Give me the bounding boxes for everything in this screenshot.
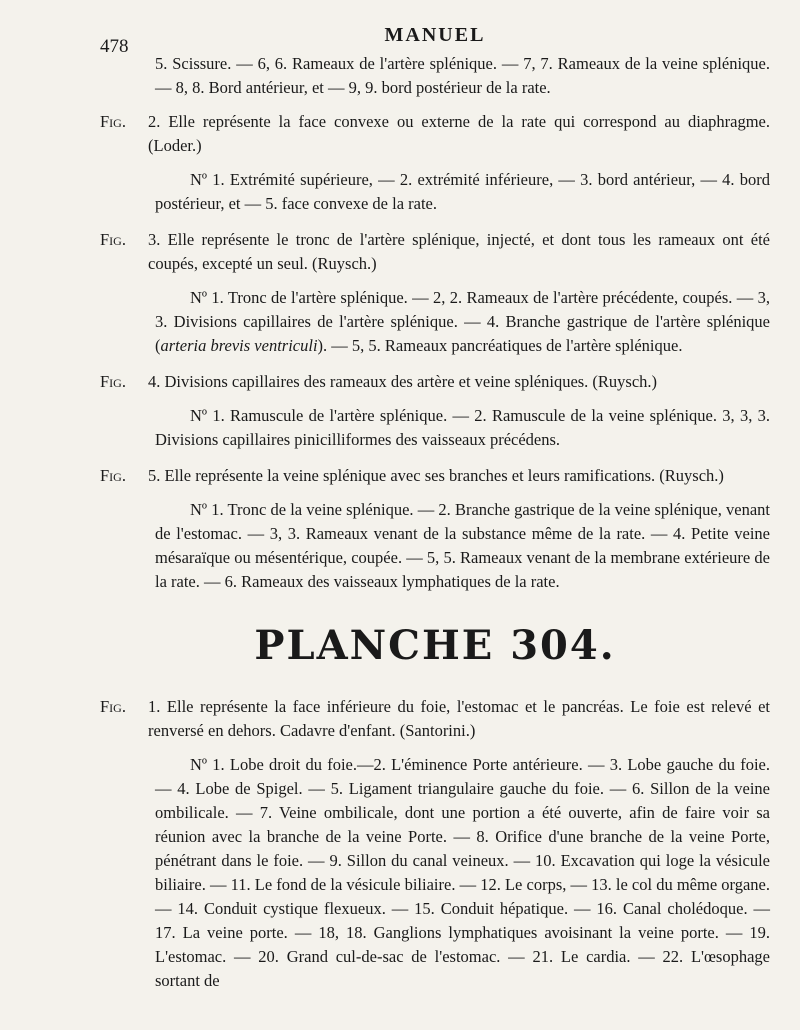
- figure-text: 2. Elle représente la face convexe ou externe de la rate qui correspond au diaphragme. (Loder.): [148, 112, 770, 155]
- figure-label: Fig.: [100, 372, 126, 391]
- figure-legend-3: [155, 286, 770, 358]
- figure-legend-304-1: Nº 1. Lobe droit du foie.—2. L'éminence Porte antérieure. — 3. Lobe gauche du foie. — 4. Lobe de Spigel. — 5. Ligament triangulaire gauche du foie. — 6. Sillon de la veine ombilicale. — 7. Veine ombilicale, dont une portion a été ouverte, afin de faire voir sa réunion avec la branche de la veine Porte. — 8. Orifice d'une branche de la veine Porte, pénétrant dans le foie. — 9. Sillon du canal veineux. — 10. Excavation qui loge la vésicule biliaire. — 11. Le fond de la vésicule biliaire. — 12. Le corps, — 13. le col du même organe. — 14. Conduit cystique flexueux. — 15. Conduit hépatique. — 16. Canal cholédoque. — 17. La veine porte. — 18, 18. Ganglions lymphatiques avoisinant la veine porte. — 19. L'estomac. — 20. Grand cul-de-sac de l'estomac. — 21. Le cardia. — 22. L'œsophage sortant de: [155, 755, 770, 990]
- figure-caption-2: [100, 110, 770, 158]
- figure-label: Fig.: [100, 230, 126, 249]
- figure-text: 3. Elle représente le tronc de l'artère splénique, injecté, et dont tous les rameaux ont été coupés, excepté un seul. (Ruysch.): [148, 230, 770, 273]
- figure-caption-5: [100, 464, 770, 488]
- continuation-paragraph: 5. Scissure. — 6, 6. Rameaux de l'artère splénique. — 7, 7. Rameaux de la veine splénique. — 8, 8. Bord antérieur, et — 9, 9. bord postérieur de la rate.: [155, 54, 770, 97]
- page-header: [100, 22, 770, 57]
- figure-text: 5. Elle représente la veine splénique avec ses branches et leurs ramifications. (Ruysch.): [148, 466, 724, 485]
- figure-text: 4. Divisions capillaires des rameaux des artère et veine spléniques. (Ruysch.): [148, 372, 658, 391]
- figure-text: 1. Elle représente la face inférieure du foie, l'estomac et le pancréas. Le foie est relevé et renversé en dehors. Cadavre d'enfant. (Santorini.): [148, 697, 770, 740]
- figure-label: Fig.: [100, 466, 126, 485]
- figure-legend-2: Nº 1. Extrémité supérieure, — 2. extrémité inférieure, — 3. bord antérieur, — 4. bord postérieur, et — 5. face convexe de la rate.: [155, 170, 770, 213]
- legend-text: ). — 5, 5. Rameaux pancréatiques de l'artère splénique.: [317, 336, 683, 355]
- plate-heading: PLANCHE 304.: [254, 622, 616, 669]
- figure-label: Fig.: [100, 112, 126, 131]
- figure-caption-304-1: [100, 695, 770, 743]
- legend-latin-term: arteria brevis ventriculi: [160, 336, 318, 355]
- figure-legend-5: Nº 1. Tronc de la veine splénique. — 2. Branche gastrique de la veine splénique, venant de l'estomac. — 3, 3. Rameaux venant de la substance même de la rate. — 4. Petite veine mésaraïque ou mésentérique, coupée. — 5, 5. Rameaux venant de la membrane extérieure de la rate. — 6. Rameaux des vaisseaux lymphatiques de la rate.: [155, 500, 770, 591]
- figure-label: Fig.: [100, 697, 126, 716]
- figure-legend-4: Nº 1. Ramuscule de l'artère splénique. — 2. Ramuscule de la veine splénique. 3, 3, 3. Divisions capillaires pinicilliformes des vaisseaux précédens.: [155, 406, 770, 449]
- legend-text: Nº 1. Tronc de l'artère splénique. — 2, 2. Rameaux de l'artère précédente, coupés. — 3, 3. Divisions capillaires de l'artère splénique. — 4. Branche gastrique de l'artère splénique (: [155, 288, 770, 355]
- running-title: MANUEL: [384, 24, 486, 46]
- figure-caption-3: [100, 228, 770, 276]
- page-number: 478: [100, 36, 129, 57]
- figure-caption-4: [100, 370, 770, 394]
